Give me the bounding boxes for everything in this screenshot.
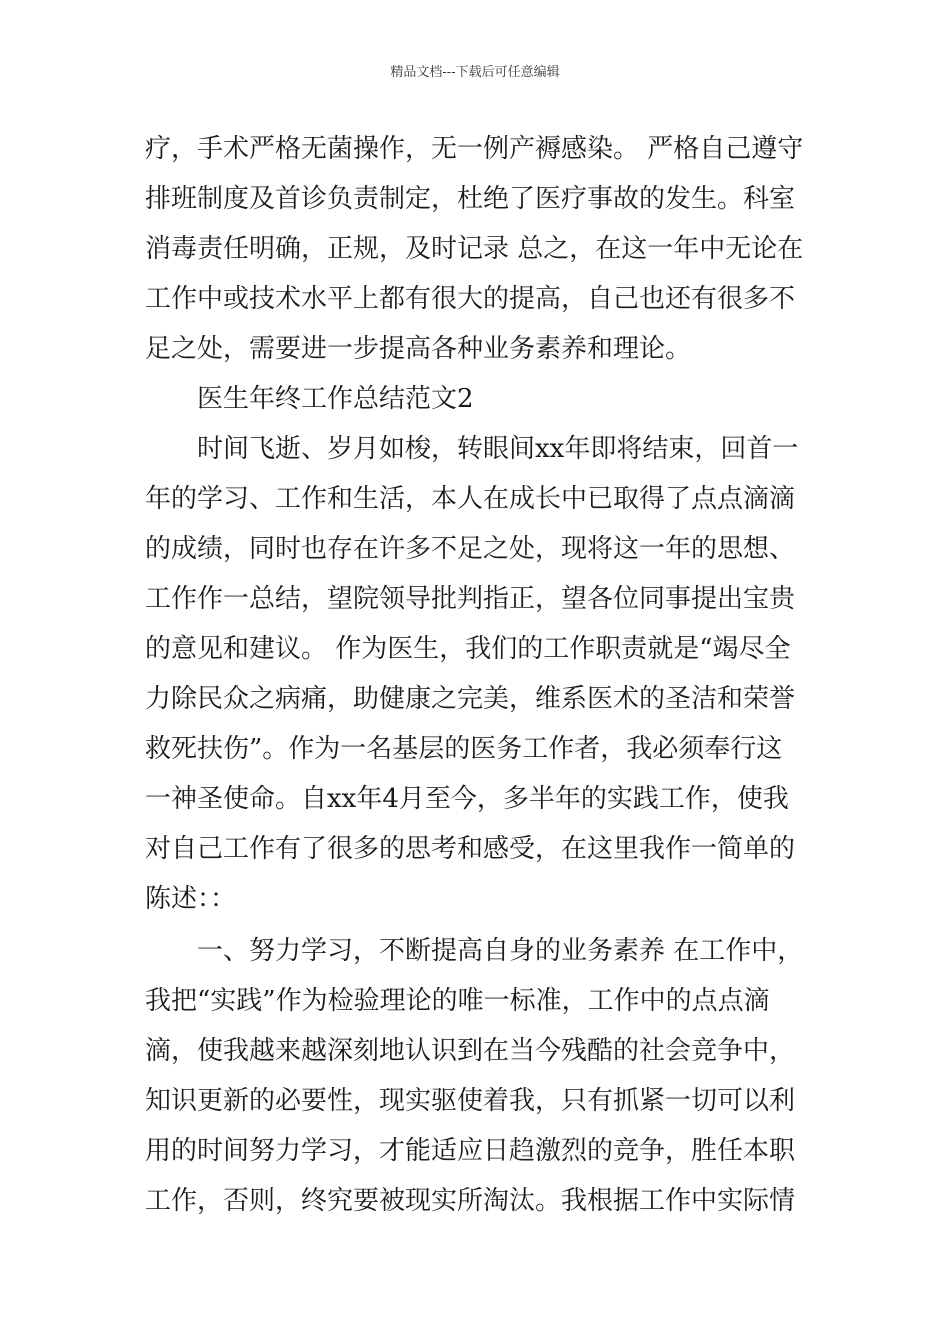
text-line: 的成绩，同时也存在许多不足之处，现将这一年的思想、 (145, 534, 796, 564)
text-line: 一神圣使命。自xx年4月至今，多半年的实践工作，使我 (145, 784, 789, 814)
text-line: 对自己工作有了很多的思考和感受，在这里我作一简单的 (145, 834, 796, 864)
text-line: 知识更新的必要性，现实驱使着我，只有抓紧一切可以利 (145, 1086, 796, 1116)
text-line: 我把“实践”作为检验理论的唯一标准，工作中的点点滴 (145, 986, 770, 1016)
text-line: 工作作一总结，望院领导批判指正，望各位同事提出宝贵 (145, 584, 796, 614)
text-line: 疗，手术严格无菌操作，无一例产褥感染。 严格自己遵守 (145, 134, 804, 164)
text-line: 陈述：： (145, 884, 237, 914)
text-line: 一、努力学习，不断提高自身的业务素养 在工作中， (197, 936, 804, 966)
text-line: 的意见和建议。 作为医生，我们的工作职责就是“竭尽全 (145, 634, 791, 664)
text-line: 滴，使我越来越深刻地认识到在当今残酷的社会竞争中， (145, 1036, 796, 1066)
text-line: 年的学习、工作和生活，本人在成长中已取得了点点滴滴 (145, 484, 796, 514)
document-body (145, 124, 807, 1226)
page-header: 精品文档---下载后可任意编辑 (390, 65, 560, 80)
text-line: 用的时间努力学习，才能适应日趋激烈的竞争，胜任本职 (145, 1136, 796, 1166)
text-line: 排班制度及首诊负责制定，杜绝了医疗事故的发生。科室 (145, 184, 796, 214)
section-heading: 医生年终工作总结范文2 (197, 384, 474, 414)
text-line: 时间飞逝、岁月如梭，转眼间xx年即将结束，回首一 (197, 434, 799, 464)
text-line: 工作中或技术水平上都有很大的提高，自己也还有很多不 (145, 284, 796, 314)
text-line: 足之处，需要进一步提高各种业务素养和理论。 (145, 334, 692, 364)
text-line: 工作，否则，终究要被现实所淘汰。我根据工作中实际情 (145, 1186, 796, 1216)
text-line: 消毒责任明确，正规，及时记录 总之，在这一年中无论在 (145, 234, 804, 264)
text-line: 救死扶伤”。作为一名基层的医务工作者，我必须奉行这 (145, 734, 783, 764)
text-line: 力除民众之病痛，助健康之完美，维系医术的圣洁和荣誉 (145, 684, 796, 714)
